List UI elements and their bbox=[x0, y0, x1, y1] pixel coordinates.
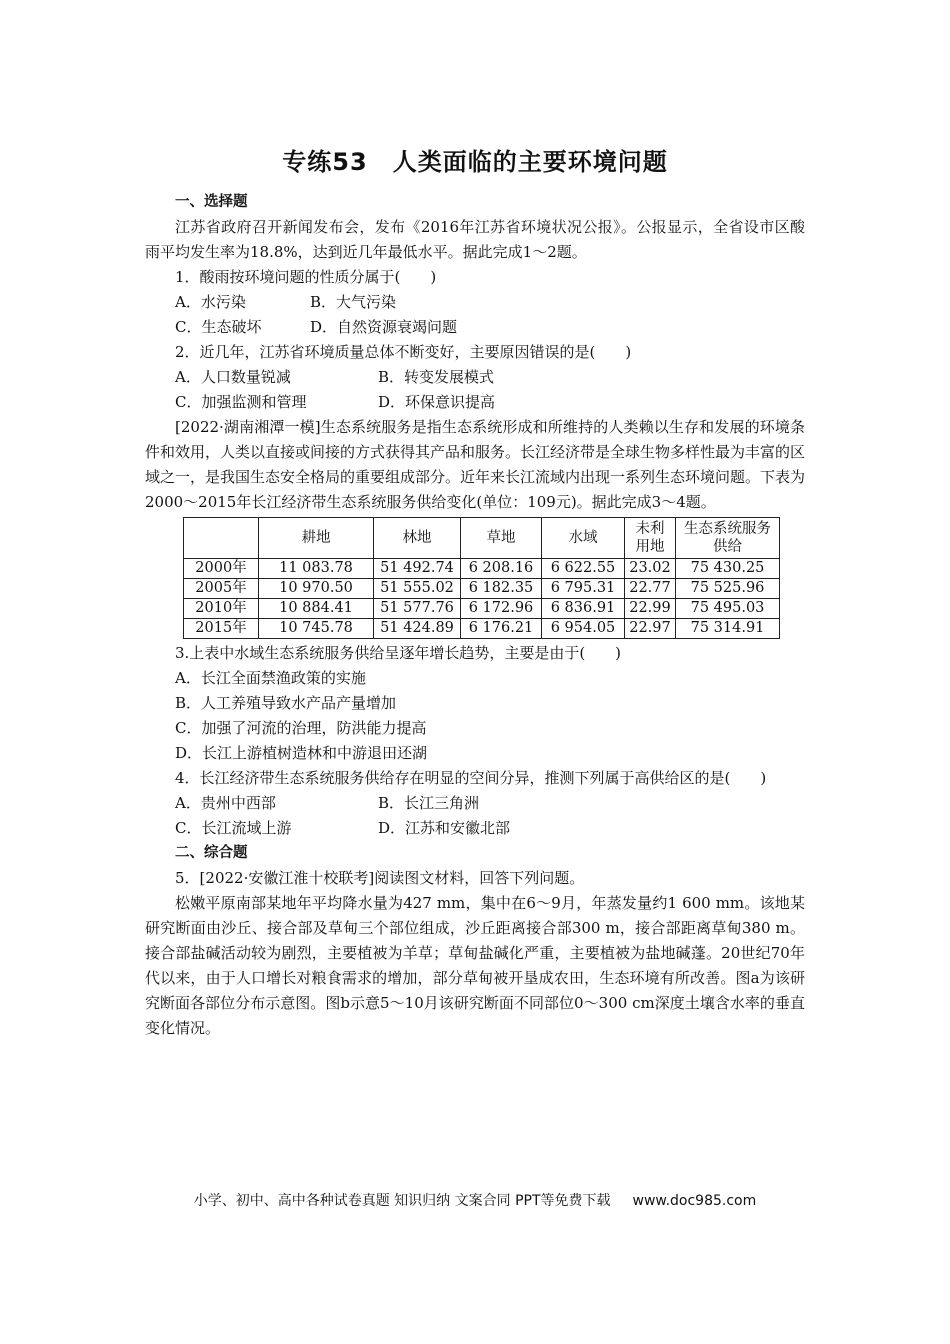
option-c: C．长江流域上游 bbox=[175, 819, 292, 837]
table-cell: 2000年 bbox=[184, 559, 259, 579]
option-b: B．长江三角洲 bbox=[378, 794, 480, 812]
table-cell: 23.02 bbox=[625, 559, 676, 579]
table-cell: 10 745.78 bbox=[259, 619, 374, 639]
intro-paragraph-1: 江苏省政府召开新闻发布会，发布《2016年江苏省环境状况公报》。公报显示，全省设市区酸雨平均发生率为18.8%，达到近几年最低水平。据此完成1～2题。 bbox=[145, 218, 805, 261]
section-heading-choice: 一、选择题 bbox=[175, 194, 248, 210]
page-title: 专练53 人类面临的主要环境问题 bbox=[282, 148, 668, 176]
table-cell: 22.99 bbox=[625, 599, 676, 619]
option-a: A．贵州中西部 bbox=[175, 794, 276, 812]
table-cell: 22.97 bbox=[625, 619, 676, 639]
option-b: B．人工养殖导致水产品产量增加 bbox=[175, 694, 397, 712]
table-cell: 75 525.96 bbox=[676, 579, 780, 599]
table-row bbox=[184, 619, 780, 639]
table-cell: 75 314.91 bbox=[676, 619, 780, 639]
table-cell: 51 577.76 bbox=[374, 599, 461, 619]
table-row bbox=[184, 599, 780, 619]
table-cell: 6 836.91 bbox=[542, 599, 625, 619]
table-header-cell: 林地 bbox=[374, 518, 461, 559]
table-header-row bbox=[184, 518, 780, 559]
footer-url: www.doc985.com bbox=[632, 1193, 757, 1209]
table-header-cell: 水域 bbox=[542, 518, 625, 559]
table-row bbox=[184, 559, 780, 579]
question-3-stem: 3.上表中水域生态系统服务供给呈逐年增长趋势，主要是由于( ) bbox=[175, 644, 622, 662]
option-b: B．大气污染 bbox=[310, 293, 397, 311]
question-4-stem: 4．长江经济带生态系统服务供给存在明显的空间分异，推测下列属于高供给区的是( ) bbox=[175, 769, 767, 787]
table-cell: 10 884.41 bbox=[259, 599, 374, 619]
table-cell: 6 176.21 bbox=[461, 619, 542, 639]
table-cell: 75 430.25 bbox=[676, 559, 780, 579]
option-a: A．长江全面禁渔政策的实施 bbox=[175, 669, 366, 687]
table-cell: 2010年 bbox=[184, 599, 259, 619]
document-body bbox=[145, 190, 805, 1041]
table-cell: 11 083.78 bbox=[259, 559, 374, 579]
table-header-cell: 耕地 bbox=[259, 518, 374, 559]
option-a: A．人口数量锐减 bbox=[175, 368, 291, 386]
table-cell: 6 795.31 bbox=[542, 579, 625, 599]
table-header-cell: 生态系统服务供给 bbox=[676, 518, 780, 559]
option-d: D．自然资源衰竭问题 bbox=[310, 318, 458, 336]
table-row bbox=[184, 579, 780, 599]
footer-text: 小学、初中、高中各种试卷真题 知识归纳 文案合同 PPT等免费下载 bbox=[193, 1193, 611, 1209]
table-cell: 51 555.02 bbox=[374, 579, 461, 599]
question-5-stem: 5．[2022·安徽江淮十校联考]阅读图文材料，回答下列问题。 bbox=[175, 869, 585, 887]
table-header-cell: 未利用地 bbox=[625, 518, 676, 559]
table-cell: 6 954.05 bbox=[542, 619, 625, 639]
question-1-options-row1 bbox=[145, 290, 805, 315]
table-header-cell bbox=[184, 518, 259, 559]
table-cell: 51 424.89 bbox=[374, 619, 461, 639]
table-cell: 2005年 bbox=[184, 579, 259, 599]
question-2-stem: 2．近几年，江苏省环境质量总体不断变好，主要原因错误的是( ) bbox=[175, 343, 632, 361]
table-cell: 2015年 bbox=[184, 619, 259, 639]
option-c: C．加强了河流的治理，防洪能力提高 bbox=[175, 719, 427, 737]
option-c: C．生态破坏 bbox=[175, 318, 262, 336]
option-b: B．转变发展模式 bbox=[378, 368, 495, 386]
option-d: D．环保意识提高 bbox=[378, 393, 496, 411]
table-cell: 22.77 bbox=[625, 579, 676, 599]
table-cell: 75 495.03 bbox=[676, 599, 780, 619]
table-cell: 6 182.35 bbox=[461, 579, 542, 599]
option-d: D．长江上游植树造林和中游退田还湖 bbox=[175, 744, 428, 762]
page-footer bbox=[0, 1190, 950, 1210]
section-heading-comprehensive: 二、综合题 bbox=[175, 845, 248, 861]
question-1-options-row2 bbox=[145, 315, 805, 340]
option-d: D．江苏和安徽北部 bbox=[378, 819, 511, 837]
table-cell: 6 172.96 bbox=[461, 599, 542, 619]
table-cell: 51 492.74 bbox=[374, 559, 461, 579]
question-2-options-row2 bbox=[145, 390, 805, 415]
table-header-cell: 草地 bbox=[461, 518, 542, 559]
option-c: C．加强监测和管理 bbox=[175, 393, 307, 411]
question-4-options-row1 bbox=[145, 791, 805, 816]
material-paragraph: 松嫩平原南部某地年平均降水量为427 mm，集中在6～9月，年蒸发量约1 600 mm。该地某研究断面由沙丘、接合部及草甸三个部位组成，沙丘距离接合部300 m，接合部距离草甸380 m。接合部盐碱活动较为剧烈，主要植被为羊草；草甸盐碱化严重，主要植被为盐地碱蓬。20世纪70年代以来，由于人口增长对粮食需求的增加，部分草甸被开垦成农田，生态环境有所改善。图a为该研究断面各部位分布示意图。图b示意5～10月该研究断面不同部位0～300 cm深度土壤含水率的垂直变化情况。 bbox=[145, 894, 805, 1037]
table-cell: 6 622.55 bbox=[542, 559, 625, 579]
ecosystem-service-table bbox=[183, 517, 780, 639]
table-cell: 6 208.16 bbox=[461, 559, 542, 579]
intro-paragraph-2: [2022·湖南湘潭一模]生态系统服务是指生态系统形成和所维持的人类赖以生存和发展的环境条件和效用，人类以直接或间接的方式获得其产品和服务。长江经济带是全球生物多样性最为丰富的区域之一，是我国生态安全格局的重要组成部分。近年来长江流域内出现一系列生态环境问题。下表为2000～2015年长江经济带生态系统服务供给变化(单位：109元)。据此完成3～4题。 bbox=[145, 418, 806, 511]
question-2-options-row1 bbox=[145, 365, 805, 390]
option-a: A．水污染 bbox=[175, 293, 246, 311]
question-4-options-row2 bbox=[145, 816, 805, 841]
question-1-stem: 1．酸雨按环境问题的性质分属于( ) bbox=[175, 268, 437, 286]
table-cell: 10 970.50 bbox=[259, 579, 374, 599]
